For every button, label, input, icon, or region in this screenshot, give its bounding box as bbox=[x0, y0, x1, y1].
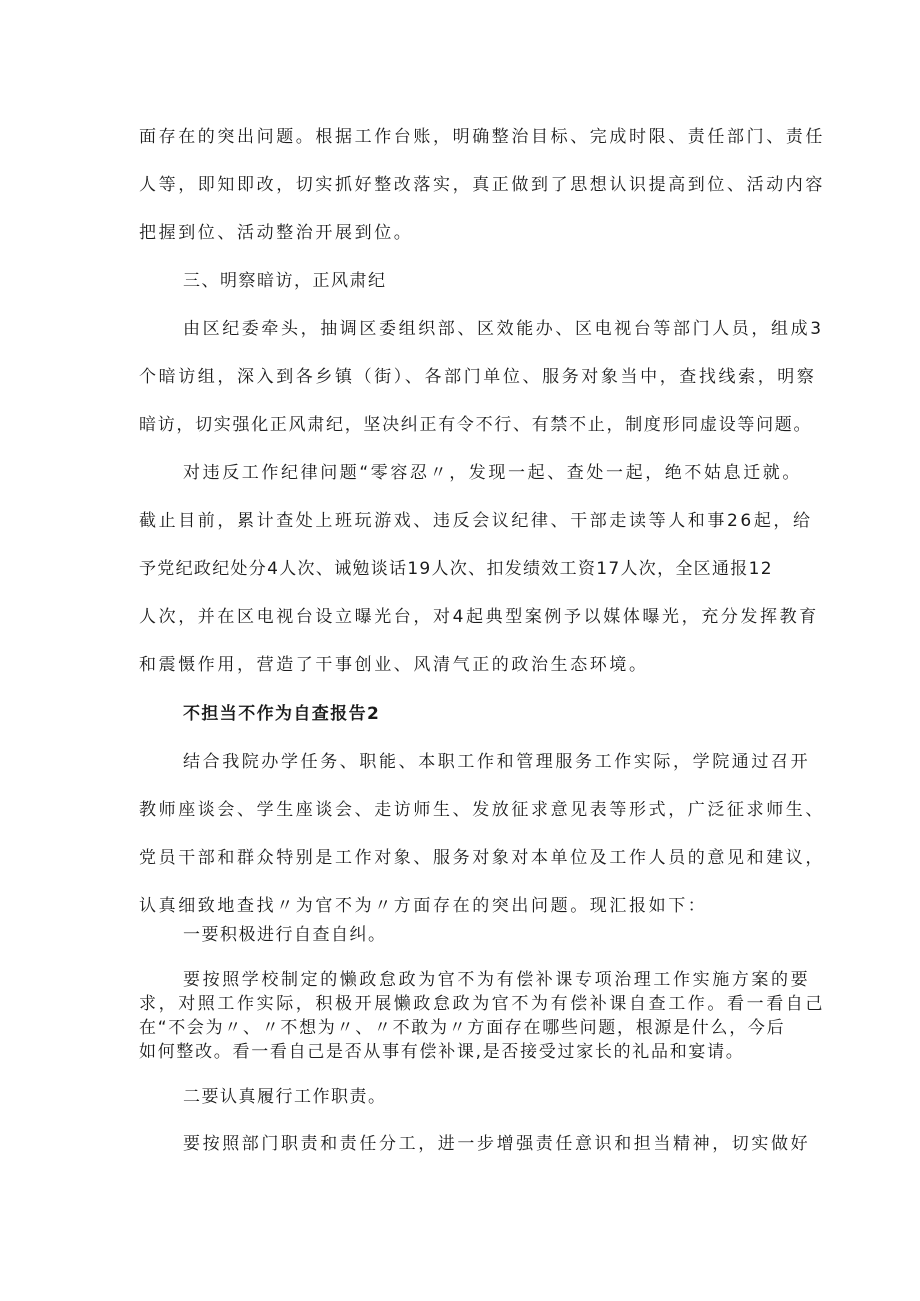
section-heading: 三、明察暗访，正风肃纪 bbox=[183, 271, 387, 291]
paragraph-line: 面存在的突出问题。根据工作台账，明确整治目标、完成时限、责任部门、责任 bbox=[139, 127, 825, 147]
paragraph-line: 结合我院办学任务、职能、本职工作和管理服务工作实际，学院通过召开 bbox=[183, 752, 811, 772]
paragraph-line: 在“不会为〃、〃不想为〃、〃不敢为〃方面存在哪些问题，根源是什么，今后 bbox=[139, 1018, 786, 1038]
paragraph-line: 对违反工作纪律问题“零容忍〃，发现一起、查处一起，绝不姑息迁就。 bbox=[183, 463, 803, 483]
paragraph-line: 个暗访组，深入到各乡镇（街）、各部门单位、服务对象当中，查找线索，明察 bbox=[139, 367, 817, 387]
paragraph-line: 和震慑作用，营造了干事创业、风清气正的政治生态环境。 bbox=[139, 655, 649, 675]
paragraph-line: 认真细致地查找〃为官不为〃方面存在的突出问题。现汇报如下： bbox=[139, 896, 708, 916]
section-heading: 一要积极进行自查自纠。 bbox=[183, 925, 387, 945]
paragraph-line: 人等，即知即改，切实抓好整改落实，真正做到了思想认识提高到位、活动内容 bbox=[139, 175, 825, 195]
paragraph-line: 暗访，切实强化正风肃纪，坚决纠正有令不行、有禁不止，制度形同虚设等问题。 bbox=[139, 415, 813, 435]
paragraph-line: 由区纪委牵头，抽调区委组织部、区效能办、区电视台等部门人员，组成3 bbox=[183, 319, 824, 339]
paragraph-line: 人次，并在区电视台设立曝光台，对4起典型案例予以媒体曝光，充分发挥教育 bbox=[139, 607, 819, 627]
report-title: 不担当不作为自查报告2 bbox=[183, 704, 381, 724]
paragraph-line: 教师座谈会、学生座谈会、走访师生、发放征求意见表等形式，广泛征求师生、 bbox=[139, 800, 825, 820]
paragraph-line: 党员干部和群众特别是工作对象、服务对象对本单位及工作人员的意见和建议， bbox=[139, 848, 825, 868]
paragraph-line: 把握到位、活动整治开展到位。 bbox=[139, 223, 414, 243]
paragraph-line: 要按照学校制定的懒政怠政为官不为有偿补课专项治理工作实施方案的要 bbox=[183, 970, 811, 990]
paragraph-line: 要按照部门职责和责任分工，进一步增强责任意识和担当精神，切实做好 bbox=[183, 1134, 811, 1154]
paragraph-line: 如何整改。看一看自己是否从事有偿补课,是否接受过家长的礼品和宴请。 bbox=[139, 1042, 745, 1062]
section-heading: 二要认真履行工作职责。 bbox=[183, 1087, 387, 1107]
paragraph-line: 求，对照工作实际，积极开展懒政怠政为官不为有偿补课自查工作。看一看自己 bbox=[139, 994, 825, 1014]
paragraph-line: 截止目前，累计查处上班玩游戏、违反会议纪律、干部走读等人和事26起，给 bbox=[139, 511, 813, 531]
paragraph-line: 予党纪政纪处分4人次、诫勉谈话19人次、扣发绩效工资17人次，全区通报12 bbox=[139, 559, 773, 579]
